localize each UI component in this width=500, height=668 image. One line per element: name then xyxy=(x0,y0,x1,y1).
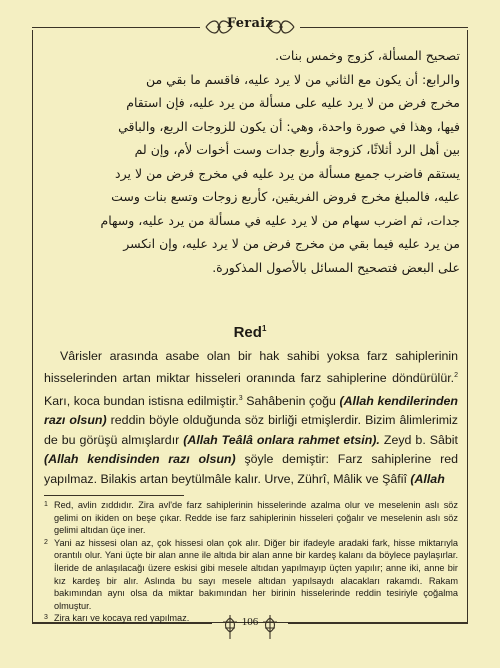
body-text-run: şöyle demiştir: Farz sahiplerine red yapılmaz. Bilakis artan beytülmâle kalır. Urve, Zührî, Mâlik ve Şâfiî xyxy=(44,452,458,486)
footnote-number: 1 xyxy=(44,501,48,508)
body-text-run: Sahâbenin çoğu xyxy=(242,394,340,409)
footnote xyxy=(44,537,458,613)
footnote-text: Zira karı ve kocaya red yapılmaz. xyxy=(54,613,190,624)
footnote-number: 2 xyxy=(44,538,48,546)
arabic-line: عليه، فالمبلغ مخرج فروض الفريقين، كأربع زوجات وتسع بنات وست xyxy=(111,189,460,204)
arabic-line: تصحيح المسألة، كزوج وخمس بنات. xyxy=(275,48,460,63)
footnote-ref: 1 xyxy=(261,324,267,333)
footnote-ref: 3 xyxy=(238,394,243,402)
arabic-line: فيها، وهذا في صورة واحدة، وهي: أن يكون للزوجات الربع، والباقي xyxy=(118,118,460,134)
section-title-text: Red xyxy=(233,324,262,341)
arabic-line: على البعض فتصحيح المسائل بالأصول المذكورة. xyxy=(212,259,460,275)
section-title xyxy=(0,324,500,341)
translation-paragraph xyxy=(44,347,458,489)
ornament-icon xyxy=(260,614,280,640)
body-text-run: Karı, koca bundan istisna edilmiştir. xyxy=(44,394,239,409)
body-text-run: Vârisler arasında asabe olan bir hak sahibi yoksa farz sahiplerinin hisselerinden artan miktar hisseleri oranında farz sahiplerine döndürülür. xyxy=(44,349,458,386)
arabic-line: جدات، ثم اضرب سهام من لا يرد عليه في مسألة من يرد عليه، وسهام xyxy=(100,212,460,228)
arabic-text-block xyxy=(40,44,460,279)
header-rule-right xyxy=(300,27,468,28)
arabic-line: مخرج فرض من لا يرد عليه على مسألة من يرد عليه، فإن استقام xyxy=(126,95,460,110)
body-text-run: reddin böyle olduğunda söz birliği etmişlerdir. Bizim âlimlerimiz de bu görüşü almışlardır xyxy=(44,413,458,447)
honorific-phrase: (Allah kendisinden razı olsun) xyxy=(44,452,236,467)
footnote-text: Red, avlin zıddıdır. Zira avl'de farz sahiplerinin hisselerinde azalma olur ve meselenin aslı söz gelimi on ikiden on beşe çıkar. Redde ise farz sahiplerinin hisseleri çoğalır ve meselenin aslı söz gelimi altıdan üçe iner. xyxy=(54,500,458,536)
footnote-divider xyxy=(44,495,184,496)
body-text-run: Zeyd b. Sâbit xyxy=(379,432,458,447)
footnote-ref: 2 xyxy=(454,372,458,380)
honorific-phrase: (Allah Teâlâ onlara rahmet etsin). xyxy=(183,432,380,447)
footnotes xyxy=(44,499,458,625)
honorific-phrase: (Allah xyxy=(410,471,445,486)
page-footer xyxy=(32,614,468,644)
header-title: Feraiz xyxy=(226,16,274,31)
footnote-number: 3 xyxy=(44,614,48,622)
footnote xyxy=(44,499,458,537)
arabic-line: يستقم فاضرب جميع مسألة من يرد عليه في مخرج فرض من لا يرد xyxy=(115,165,460,181)
footer-rule-right xyxy=(288,623,468,624)
arabic-line: والرابع: أن يكون مع الثاني من لا يرد عليه، فاقسم ما بقي من xyxy=(145,71,460,87)
arabic-line: من يرد عليه فيما بقي من مخرج فرض من لا يرد عليه، وإن انكسر xyxy=(123,236,460,251)
page-number: 106 xyxy=(241,616,259,628)
arabic-line: بين أهل الرد أثلاثًا، كزوجة وأربع جدات وست أخوات لأم، وإن لم xyxy=(134,142,460,157)
footnote-text: Yani az hissesi olan az, çok hissesi olan çok alır. Diğer bir ifadeyle aradaki fark, hisse miktarıyla orantılı olur. Yani üçte bir alan anne ile altıda bir alan anne bir kardeş kalanı da böylece paylaşırlar. İleride de anlaşılacağı üzere eskisi gibi mesele altıdan yapılmayıp üçten yapılır; anne iki, anne bir kız kardeş bir alır. Aslında bu sayı mesele altıdan yapılsaydı alacakları rakamdı. Rakam bakımından aynı olsa da miktar bakımından her birinin hisselerinde reddin tesiriyle çoğalma olmuştur. xyxy=(54,537,458,611)
honorific-phrase: (Allah kendilerinden razı olsun) xyxy=(44,394,458,428)
